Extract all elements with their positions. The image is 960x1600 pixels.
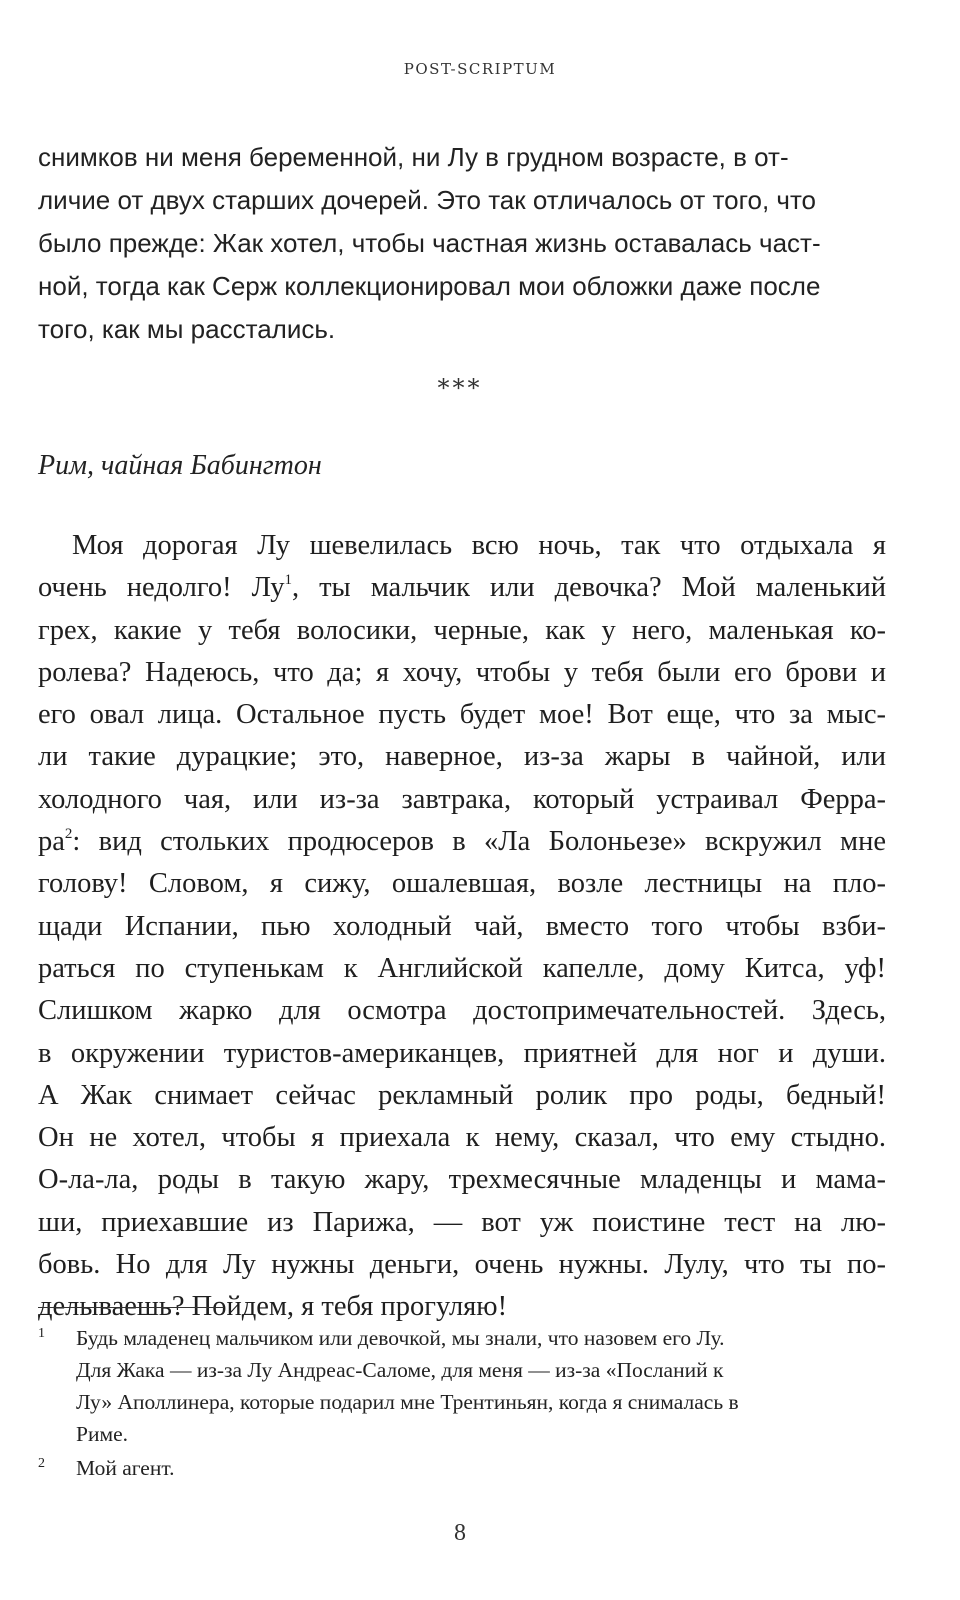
- footnote-line: Мой агент.: [76, 1456, 175, 1480]
- text-line: Слишком жарко для осмотра достопримечательностей. Здесь,: [38, 995, 886, 1027]
- text-line: бовь. Но для Лу нужны деньги, очень нужны. Лулу, что ты по-: [38, 1249, 886, 1281]
- text-line: личие от двух старших дочерей. Это так отличалось от того, что: [38, 185, 817, 215]
- footnote-line: Лу» Аполлинера, которые подарил мне Трентиньян, когда я снималась в: [76, 1390, 739, 1414]
- continued-paragraph: [38, 136, 886, 351]
- footnote-line: Риме.: [76, 1422, 128, 1446]
- footnote-ref-1[interactable]: 1: [284, 572, 292, 589]
- footnote-ref-2[interactable]: 2: [64, 826, 73, 843]
- text-line: его овал лица. Остальное пусть будет мое! Вот еще, что за мыс-: [38, 699, 886, 731]
- footnote-divider: [38, 1307, 224, 1308]
- text-line: холодного чая, или из-за завтрака, который устраивал Ферра-: [38, 783, 886, 815]
- footnote-number: 2: [38, 1456, 45, 1471]
- text-line: было прежде: Жак хотел, чтобы частная жизнь оставалась част-: [38, 228, 821, 258]
- page-number: 8: [454, 1520, 466, 1546]
- text-line: грех, какие у тебя волосики, черные, как у него, маленькая ко-: [38, 614, 886, 646]
- text-fragment: ра: [38, 826, 65, 858]
- footnote-line: Будь младенец мальчиком или девочкой, мы знали, что назовем его Лу.: [76, 1326, 725, 1350]
- text-fragment: очень недолго! Лу: [38, 572, 285, 604]
- text-line: [38, 821, 886, 863]
- letter-heading: Рим, чайная Бабингтон: [38, 450, 322, 481]
- text-line: снимков ни меня беременной, ни Лу в грудном возрасте, в от-: [38, 142, 789, 172]
- text-fragment: , ты мальчик или девочка? Мой маленький: [291, 572, 886, 604]
- text-line: щади Испании, пью холодный чай, вместо того чтобы взби-: [38, 910, 886, 942]
- text-line: [38, 567, 886, 609]
- text-line: ной, тогда как Серж коллекционировал мои обложки даже после: [38, 271, 821, 301]
- text-fragment: : вид стольких продюсеров в «Ла Болоньезе» вскружил мне: [72, 826, 886, 858]
- footnotes: [38, 1322, 898, 1484]
- text-line: Моя дорогая Лу шевелилась всю ночь, так что отдыхала я: [72, 530, 886, 561]
- section-separator: ***: [437, 374, 483, 402]
- footnote-line: Для Жака — из-за Лу Андреас-Саломе, для меня — из-за «Посланий к: [76, 1358, 724, 1382]
- text-line: того, как мы расстались.: [38, 314, 336, 344]
- text-line: в окружении туристов-американцев, приятней для ног и души.: [38, 1037, 886, 1069]
- text-line: ролева? Надеюсь, что да; я хочу, чтобы у тебя были его брови и: [38, 656, 886, 688]
- text-line: О-ла-ла, роды в такую жару, трехмесячные младенцы и мама-: [38, 1164, 886, 1196]
- text-line: ли такие дурацкие; это, наверное, из-за жары в чайной, или: [38, 741, 886, 773]
- letter-paragraph: [38, 525, 886, 1329]
- text-line: А Жак снимает сейчас рекламный ролик про роды, бедный!: [38, 1079, 886, 1111]
- footnote-2: [38, 1452, 898, 1484]
- text-line: делываешь? Пойдем, я тебя прогуляю!: [38, 1291, 508, 1323]
- running-head: POST-SCRIPTUM: [403, 60, 557, 78]
- footnote-number: 1: [38, 1326, 45, 1341]
- text-line: Он не хотел, чтобы я приехала к нему, сказал, что ему стыдно.: [38, 1122, 886, 1154]
- text-line: ши, приехавшие из Парижа, — вот уж поистине тест на лю-: [38, 1206, 886, 1238]
- text-line: голову! Словом, я сижу, ошалевшая, возле лестницы на пло-: [38, 868, 886, 900]
- footnote-1: [38, 1322, 898, 1450]
- text-line: раться по ступенькам к Английской капелле, дому Китса, уф!: [38, 952, 886, 984]
